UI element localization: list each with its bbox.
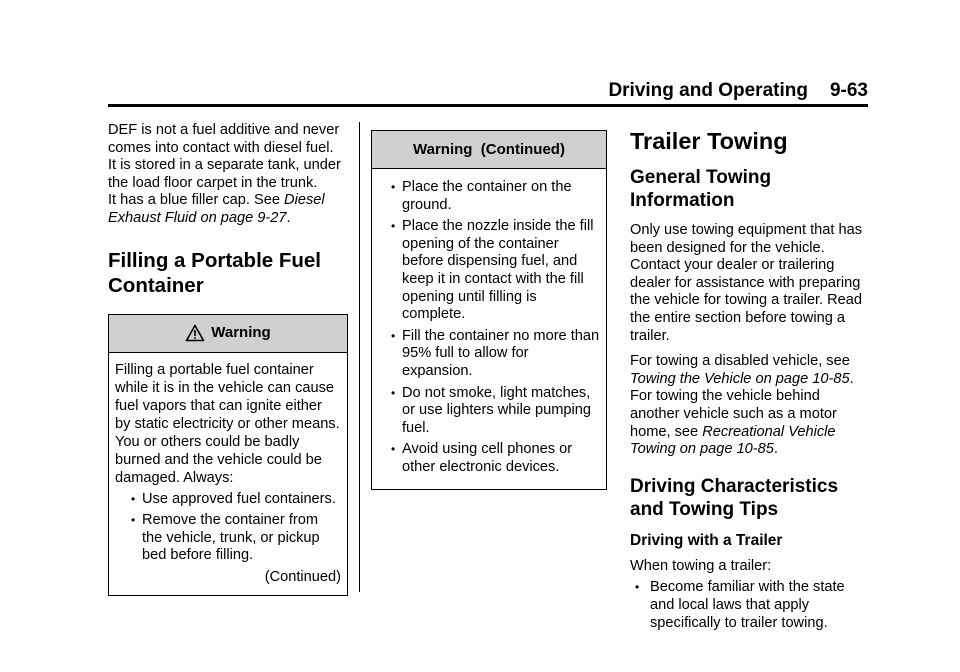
list-item xyxy=(632,579,870,632)
bullet-text: Place the container on the ground. xyxy=(402,179,572,213)
intro-line: comes into contact with diesel fuel. xyxy=(108,139,334,156)
warning-title: Warning xyxy=(211,324,271,342)
column-right xyxy=(630,128,870,632)
bullet-icon: • xyxy=(391,219,396,234)
recreational-towing-link[interactable]: Recreational Vehicle Towing on page 10-85 xyxy=(630,423,836,458)
intro-line: It has a blue filler cap. See xyxy=(108,192,285,209)
intro-line: DEF is not a fuel additive and never xyxy=(108,122,340,138)
warning-bullets xyxy=(128,491,341,565)
minor-heading: Driving with a Trailer xyxy=(630,531,783,549)
page-number: 9-63 xyxy=(829,80,868,101)
column-middle xyxy=(371,130,607,490)
chapter-title: Trailer Towing xyxy=(630,128,788,154)
page-header xyxy=(108,80,868,106)
intro-line: It is stored in a separate tank, under xyxy=(108,157,341,174)
warning-box-continued xyxy=(371,130,607,490)
towing-bullets xyxy=(632,579,870,632)
list-item xyxy=(388,441,600,476)
warning-body xyxy=(109,353,347,595)
bullet-icon: • xyxy=(391,442,396,457)
warning-box xyxy=(108,314,348,596)
paragraph-text: For towing a disabled vehicle, see xyxy=(630,353,850,370)
towing-disabled-paragraph xyxy=(630,353,870,459)
continued-label: (Continued) xyxy=(264,568,341,585)
running-head xyxy=(608,80,868,102)
warning-text: Filling a portable fuel container while it is in the vehicle can cause fuel vapors that can ignite either by static electricity or other means. You or others could be badly burned and the vehicle could be damaged. Always: xyxy=(115,361,340,486)
list-item xyxy=(128,512,341,565)
section-title: Driving and Operating xyxy=(608,80,808,101)
section-heading: Filling a Portable Fuel Container xyxy=(108,248,321,297)
subsection-heading: General Towing Information xyxy=(630,167,772,211)
bullet-text: Do not smoke, light matches, or use lighters while pumping fuel. xyxy=(402,384,592,436)
intro-end: . xyxy=(286,209,291,226)
bullet-icon: • xyxy=(391,180,396,194)
intro-line: the load floor carpet in the trunk. xyxy=(108,174,318,191)
warning-title-bar xyxy=(372,131,606,169)
bullet-icon: • xyxy=(391,328,396,343)
bullet-text: Remove the container from the vehicle, trunk, or pickup bed before filling. xyxy=(142,512,320,564)
towing-intro-paragraph: Only use towing equipment that has been designed for the vehicle. Contact your dealer or trailering dealer for assistance with preparing the vehicle for towing a trailer. Read the entire section before towing a trailer. xyxy=(630,222,863,344)
list-item xyxy=(388,179,600,214)
subsection-heading: Driving Characteristics and Towing Tips xyxy=(630,475,839,520)
bullet-icon: • xyxy=(635,580,640,595)
paragraph-text: . For towing the vehicle behind another vehicle such as a motor home, see xyxy=(630,370,854,440)
bullet-text: Fill the container no more than 95% full to allow for expansion. xyxy=(402,327,600,379)
towing-lead-in: When towing a trailer: xyxy=(630,557,772,574)
list-item xyxy=(388,328,600,381)
def-reference-link[interactable]: Diesel Exhaust Fluid on page 9-27 xyxy=(108,192,325,226)
warning-title: Warning (Continued) xyxy=(413,140,565,158)
list-item xyxy=(388,218,600,324)
bullet-icon: • xyxy=(131,491,136,506)
bullet-icon: • xyxy=(391,385,396,400)
warning-bullets xyxy=(388,179,600,477)
bullet-text: Place the nozzle inside the fill opening of the container before dispensing fuel, and keep it in contact with the fill opening until filling is complete. xyxy=(402,218,594,323)
paragraph-text: . xyxy=(773,441,778,458)
header-rule xyxy=(108,104,868,107)
warning-body xyxy=(372,169,606,489)
list-item xyxy=(128,491,341,509)
list-item xyxy=(388,385,600,438)
column-divider xyxy=(359,122,360,592)
bullet-text: Use approved fuel containers. xyxy=(142,490,336,507)
column-left xyxy=(108,122,348,596)
bullet-text: Become familiar with the state and local laws that apply specifically to trailer towing. xyxy=(650,579,845,631)
bullet-text: Avoid using cell phones or other electronic devices. xyxy=(402,441,573,475)
warning-title-bar xyxy=(109,315,347,353)
towing-vehicle-link[interactable]: Towing the Vehicle on page 10-85 xyxy=(630,370,850,387)
warning-triangle-icon xyxy=(185,324,205,342)
bullet-icon: • xyxy=(131,513,136,528)
intro-paragraph xyxy=(108,122,348,228)
